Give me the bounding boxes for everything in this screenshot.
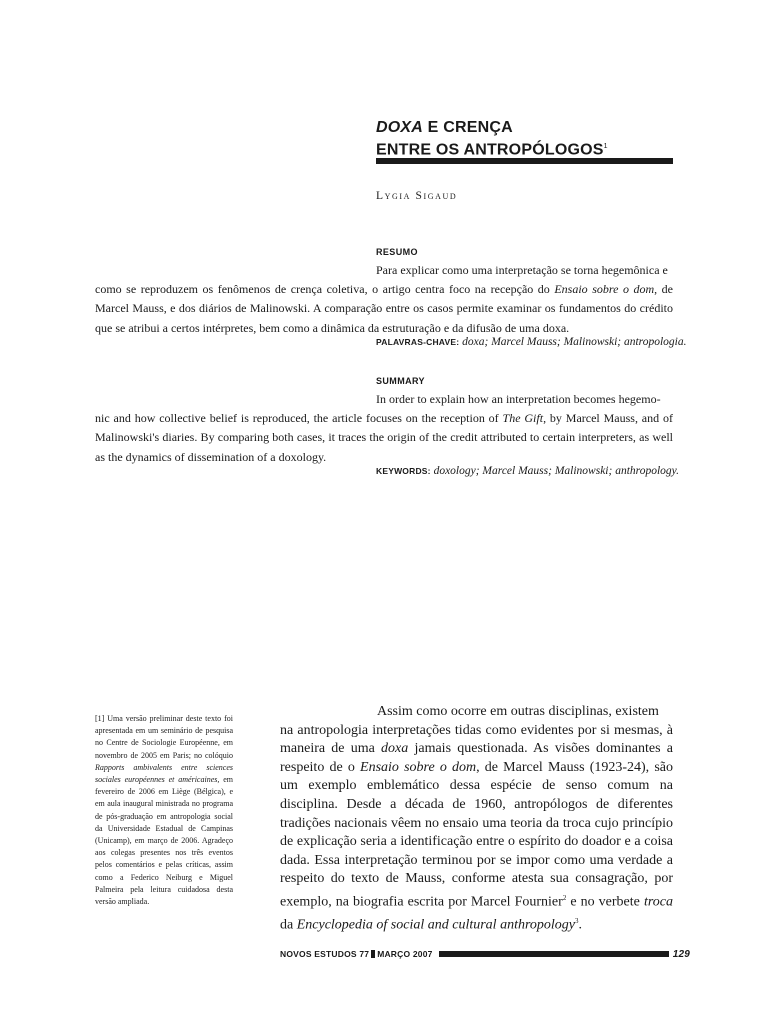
resumo-italic-title: Ensaio sobre o dom: [554, 282, 655, 297]
body-paragraph: [280, 703, 673, 935]
palavras-chave-label: PALAVRAS-CHAVE:: [376, 337, 460, 347]
keywords-values: doxology; Marcel Mauss; Malinowski; anthropology.: [433, 465, 679, 477]
issue-date: MARÇO 2007: [377, 949, 433, 959]
body-text: da: [280, 917, 297, 933]
palavras-chave: [376, 336, 687, 348]
footnote-1: [95, 713, 233, 908]
footnote-text-a: [1] Uma versão preliminar deste texto foi apresentada em um seminário de pesquisa no Centre de Sociologie Européenne, em novembro de 2005 em Paris; no colóquio: [95, 714, 233, 760]
page-footer: [280, 948, 690, 960]
title-italic: DOXA: [376, 119, 424, 136]
summary-italic-title: The Gift: [502, 411, 544, 426]
resumo-abstract: [95, 261, 673, 338]
author-name: Lygia Sigaud: [376, 190, 458, 202]
title-rule: [376, 158, 673, 164]
title-footnote-ref[interactable]: 1: [603, 143, 608, 150]
body-first-line: Assim como ocorre em outras disciplinas, existem: [377, 704, 659, 719]
summary-text-b: , by Marcel Mauss, and of Malinowski's diaries. By comparing both cases, it traces the origin of the credit attributed to certain interpreters, as well as the dynamics of dissemination of a doxology.: [95, 411, 673, 464]
summary-abstract: [95, 390, 673, 467]
article-title: [376, 118, 676, 159]
page-number: 129: [672, 948, 690, 960]
body-text: .: [578, 917, 582, 933]
body-text: e no verbete: [566, 894, 644, 910]
keywords-label: KEYWORDS:: [376, 466, 431, 476]
body-text: na antropologia interpretações tidas como evidentes por si mesmas, à maneira de uma: [280, 722, 673, 757]
separator-square: [371, 950, 375, 958]
body-italic: Ensaio sobre o dom: [360, 759, 477, 775]
footnote-ref-3[interactable]: 3: [575, 917, 579, 926]
body-italic: Encyclopedia of social and cultural anthropology: [296, 917, 575, 933]
resumo-heading: RESUMO: [376, 247, 418, 257]
keywords: [376, 465, 679, 477]
palavras-chave-values: doxa; Marcel Mauss; Malinowski; antropologia.: [462, 336, 687, 348]
resumo-text-a: como se reproduzem os fenômenos de crença coletiva, o artigo centra foco na recepção do: [95, 282, 555, 297]
summary-first-line: In order to explain how an interpretation becomes hegemo-: [376, 392, 661, 406]
journal-name: NOVOS ESTUDOS: [280, 949, 357, 959]
footer-rule: [439, 951, 669, 957]
footnote-ref-2[interactable]: 2: [562, 893, 567, 902]
resumo-first-line: Para explicar como uma interpretação se torna hegemônica e: [376, 263, 668, 277]
issue-number: 77: [359, 949, 370, 959]
title-line2: ENTRE OS ANTROPÓLOGOS: [376, 141, 604, 159]
body-text: jamais questionada. As visões dominantes a respeito de o: [280, 741, 673, 775]
resumo-text-b: , de Marcel Mauss, e dos diários de Malinowski. A comparação entre os casos permite examinar os fundamentos do crédito que se atribui a certos intérpretes, bem como a dinâmica da estruturação e da difusão de uma doxa.: [95, 282, 673, 335]
title-line1: E CRENÇA: [423, 119, 513, 136]
summary-heading: SUMMARY: [376, 376, 425, 386]
body-text: , de Marcel Mauss (1923-24), são um exemplo emblemático dessa espécie de senso comum na disciplina. Desde a década de 1960, antropólogos de diferentes tradições nacionais vêem no ensaio uma teoria da troca cujo princípio de explicação seria a identificação entre o espírito do doador e a coisa dada. Essa interpretação terminou por se impor como uma verdade a respeito do texto de Mauss, conforme atesta sua consagração, por exemplo, na biografia escrita por Marcel Fournier: [280, 759, 674, 910]
body-italic: troca: [643, 894, 673, 910]
summary-text-a: nic and how collective belief is reproduced, the article focuses on the reception of: [95, 411, 503, 426]
footnote-italic: Rapports ambivalents entre sciences sociales européennes et américaines,: [95, 762, 233, 785]
body-italic: doxa: [381, 741, 409, 757]
footnote-text-b: em fevereiro de 2006 em Liège (Bélgica), e em aula inaugural ministrada no programa de pós-graduação em antropologia social da Universidade Estadual de Campinas (Unicamp), em março de 2006. Agradeço aos colegas presentes nos três eventos pelos comentários e pelas críticas, assim como a Federico Neiburg e Miguel Palmeira pela leitura cuidadosa desta versão ampliada.: [95, 775, 233, 907]
